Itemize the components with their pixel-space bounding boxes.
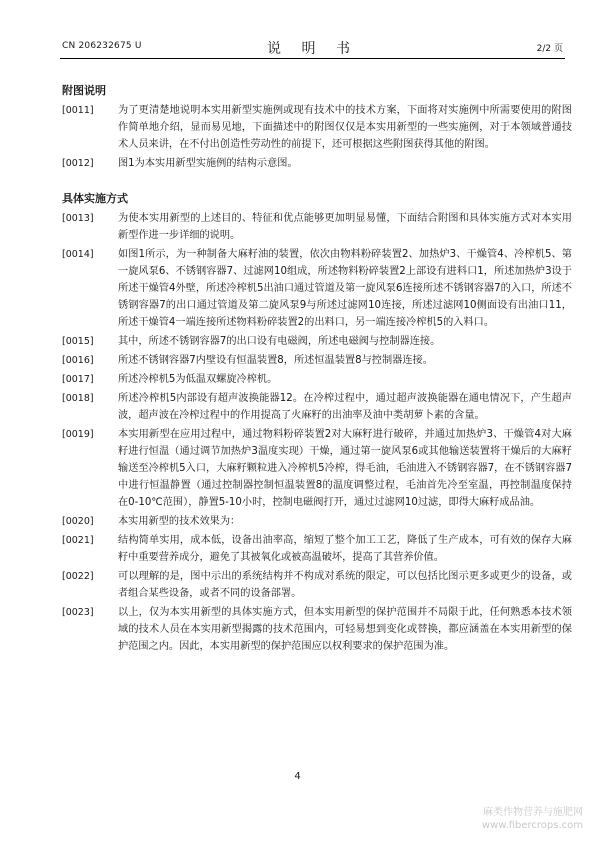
paragraph-text: 如图1所示，为一种制备大麻籽油的装置，依次由物料粉碎装置2、加热炉3、干燥管4、冷榨机5、第一旋风泵6、不锈钢容器7、过滤网10组成，所述物料粉碎装置2上部设有进料口1，所述加热炉3设于所述干燥管4外壁，所述冷榨机5出油口通过管道及第一旋风泵6连接所述不锈钢容器7的入口，所述不锈钢容器7的出口通过管道及第二旋风泵9与所述过滤网10连接，所述过滤网10侧面设有出油口11，所述干燥管4一端连接所述物料粉碎装置2的出料口，另一端连接冷榨机5的入料口。 (118, 249, 573, 328)
paragraph (62, 155, 572, 172)
paragraph (62, 568, 572, 602)
paragraph-number: [0019] (62, 429, 94, 440)
paragraph-number: [0012] (62, 158, 94, 169)
header-divider (60, 58, 565, 59)
watermark-site-name: 麻类作物营养与施肥网 (483, 807, 583, 818)
page-number: 4 (294, 771, 301, 782)
paragraph-text: 为使本实用新型的上述目的、特征和优点能够更加明显易懂，下面结合附图和具体实施方式对本实用新型作进一步详细的说明。 (118, 213, 572, 241)
paragraph-number: [0015] (62, 336, 94, 347)
paragraph-text: 以上，仅为本实用新型的具体实施方式，但本实用新型的保护范围并不局限于此，任何熟悉本技术领域的技术人员在本实用新型揭露的技术范围内，可轻易想到变化或替换，都应涵盖在本实用新型的保护范围之内。因此，本实用新型的保护范围应以权利要求的保护范围为准。 (118, 607, 572, 652)
paragraph (62, 246, 572, 331)
paragraph (62, 102, 572, 153)
paragraph (62, 333, 572, 350)
paragraph-number: [0017] (62, 374, 94, 385)
paragraph-number: [0023] (62, 607, 94, 618)
paragraph-number: [0011] (62, 105, 94, 116)
paragraph-text: 图1为本实用新型实施例的结构示意图。 (118, 158, 298, 169)
paragraph (62, 604, 572, 655)
paragraph-number: [0014] (62, 249, 94, 260)
paragraph-text: 所述冷榨机5为低温双螺旋冷榨机。 (118, 374, 278, 385)
paragraph-number: [0020] (62, 516, 94, 527)
paragraph (62, 390, 572, 424)
paragraph-text: 本实用新型在应用过程中，通过物料粉碎装置2对大麻籽进行破碎，并通过加热炉3、干燥管4对大麻籽进行恒温（通过调节加热炉3温度实现）干燥，通过第一旋风泵6或其他输送装置将干燥后的大麻籽输送至冷榨机5入口，大麻籽颗粒进入冷榨机5冷榨，得毛油，毛油进入不锈钢容器7，在不锈钢容器7中进行恒温静置（通过控制器控制恒温装置8的温度调整过程，毛油首先冷至室温，再控制温度保持在0-10℃范围），静置5-10小时，控制电磁阀打开，通过过滤网10过滤，即得大麻籽成品油。 (118, 429, 572, 508)
watermark-url: www.fibercrops.com (481, 820, 583, 831)
paragraph-number: [0018] (62, 393, 94, 404)
paragraph-number: [0022] (62, 571, 94, 582)
publication-number: CN 206232675 U (62, 41, 142, 51)
paragraph (62, 352, 572, 369)
paragraph-number: [0021] (62, 535, 94, 546)
paragraph-text: 可以理解的是，图中示出的系统结构并不构成对系统的限定，可以包括比图示更多或更少的设备，或者组合某些设备，或者不同的设备部署。 (118, 571, 572, 599)
paragraph (62, 210, 572, 244)
section-title-embodiments: 具体实施方式 (62, 192, 128, 205)
paragraph (62, 513, 572, 530)
paragraph-text: 本实用新型的技术效果为： (118, 516, 241, 527)
paragraph-number: [0013] (62, 213, 94, 224)
paragraph-text: 所述冷榨机5内部设有超声波换能器12。在冷榨过程中，通过超声波换能器在通电情况下，产生超声波，超声波在冷榨过程中的作用提高了火麻籽的出油率及油中类胡萝卜素的含量。 (118, 393, 572, 421)
paragraph-number: [0016] (62, 355, 94, 366)
document-title: 说 明 书 (267, 41, 358, 57)
watermark (482, 806, 583, 832)
paragraph (62, 371, 572, 388)
page-count: 2/2 页 (536, 44, 563, 54)
paragraph (62, 426, 572, 511)
paragraph (62, 532, 572, 566)
page-header (62, 38, 563, 58)
paragraph-text: 为了更清楚地说明本实用新型实施例或现有技术中的技术方案，下面将对实施例中所需要使用的附图作简单地介绍，显而易见地，下面描述中的附图仅仅是本实用新型的一些实施例，对于本领域普通技术人员来讲，在不付出创造性劳动性的前提下，还可根据这些附图获得其他的附图。 (118, 105, 572, 150)
paragraph-text: 所述不锈钢容器7内壁设有恒温装置8，所述恒温装置8与控制器连接。 (118, 355, 433, 366)
document-body (62, 82, 572, 657)
paragraph-text: 结构简单实用，成本低，设备出油率高，缩短了整个加工工艺，降低了生产成本，可有效的保存大麻籽中重要营养成分，避免了其被氧化或被高温破坏，提高了其营养价值。 (118, 535, 572, 563)
section-title-drawings: 附图说明 (62, 84, 106, 97)
paragraph-text: 其中，所述不锈钢容器7的出口设有电磁阀，所述电磁阀与控制器连接。 (118, 336, 441, 347)
